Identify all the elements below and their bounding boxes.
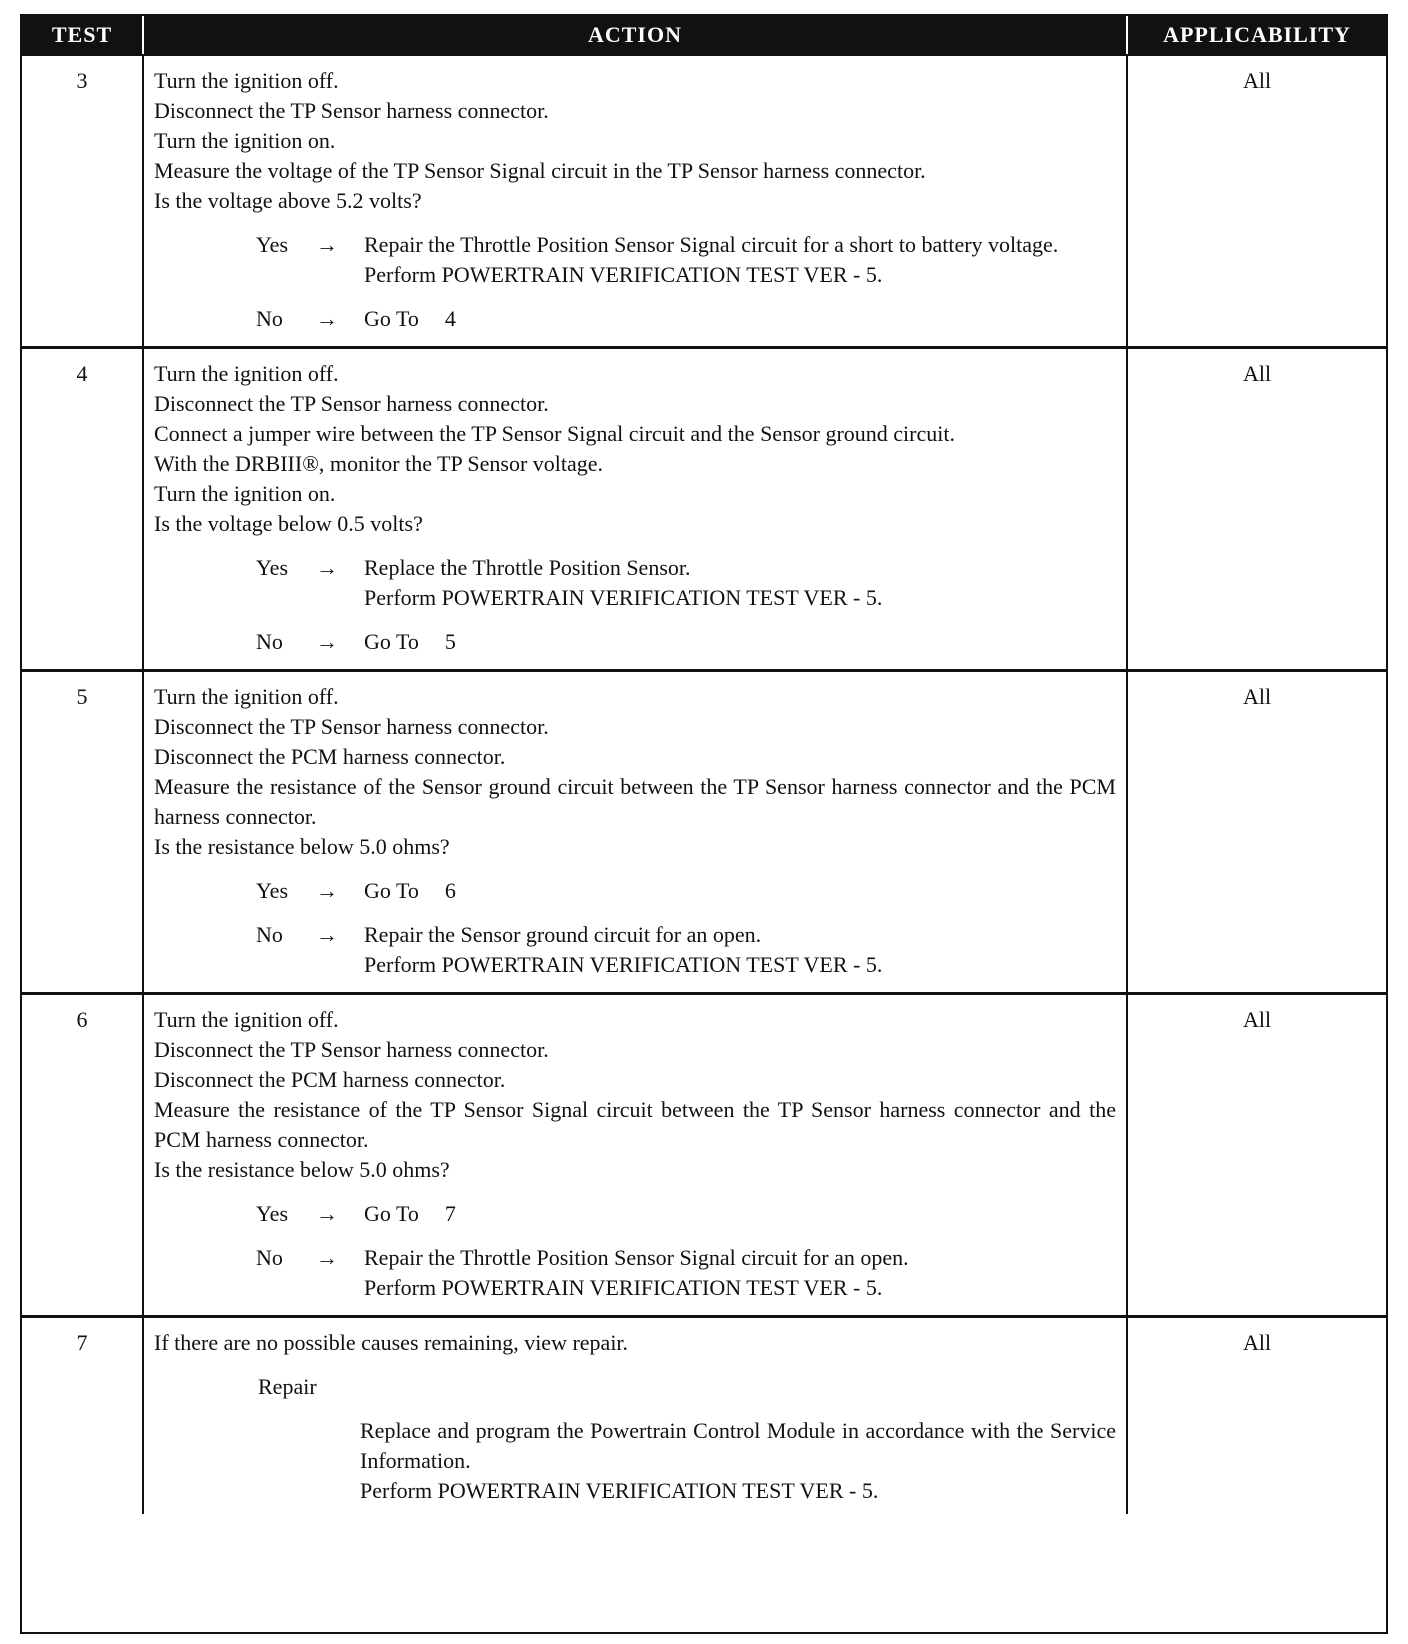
table-row: [22, 1318, 1386, 1514]
outcome-line: Replace the Throttle Position Sensor.: [364, 555, 691, 580]
test-step: Turn the ignition on.: [154, 481, 336, 506]
goto-text: Go To: [364, 306, 419, 331]
test-number: 3: [22, 56, 144, 346]
test-step: Turn the ignition off.: [154, 68, 339, 93]
test-question: Is the resistance below 5.0 ohms?: [154, 834, 450, 859]
test-step: Turn the ignition on.: [154, 128, 336, 153]
goto-number: 7: [444, 1201, 456, 1226]
applicability-value: All: [1242, 1330, 1272, 1355]
goto-number: 6: [444, 878, 456, 903]
test-question: Is the voltage above 5.2 volts?: [154, 188, 422, 213]
outcome-line: Perform POWERTRAIN VERIFICATION TEST VER - 5.: [364, 585, 883, 610]
header-action: ACTION: [144, 16, 1128, 54]
test-step: Disconnect the TP Sensor harness connector.: [154, 714, 549, 739]
test-step: Measure the resistance of the TP Sensor Signal circuit between the TP Sensor harness connector and the PCM harness connector.: [154, 1097, 1116, 1152]
test-step: Turn the ignition off.: [154, 1007, 339, 1032]
outcome-result: [364, 1199, 1116, 1229]
outcome-no: [256, 304, 1116, 334]
table-body: [22, 56, 1386, 1514]
outcome-result: [364, 553, 1116, 613]
action-cell: [144, 1318, 1128, 1514]
table-row: [22, 672, 1386, 995]
test-step: Measure the voltage of the TP Sensor Signal circuit in the TP Sensor harness connector.: [154, 158, 926, 183]
repair-text: [360, 1416, 1116, 1506]
outcome-line: Perform POWERTRAIN VERIFICATION TEST VER - 5.: [364, 262, 883, 287]
test-question: Is the voltage below 0.5 volts?: [154, 511, 423, 536]
outcome-yes: [256, 1199, 1116, 1229]
outcome-result: [364, 920, 1116, 980]
arrow-icon: →: [316, 629, 338, 654]
action-cell: [144, 995, 1128, 1315]
outcome-yes: [256, 230, 1116, 290]
outcome-line: Repair the Sensor ground circuit for an open.: [364, 922, 762, 947]
test-question: Is the resistance below 5.0 ohms?: [154, 1157, 450, 1182]
test-step: Measure the resistance of the Sensor ground circuit between the TP Sensor harness connector and the PCM harness connector.: [154, 774, 1116, 829]
table-row: [22, 995, 1386, 1318]
goto-text: Go To: [364, 629, 419, 654]
arrow-icon: →: [316, 878, 338, 903]
outcome-result: [364, 304, 1116, 334]
arrow-icon: →: [316, 306, 338, 331]
outcome-result: [364, 627, 1116, 657]
outcome-result: [364, 230, 1116, 290]
action-cell: [144, 672, 1128, 992]
test-step: Disconnect the TP Sensor harness connector.: [154, 98, 549, 123]
outcome-no: [256, 920, 1116, 980]
test-step: Disconnect the TP Sensor harness connector.: [154, 391, 549, 416]
test-number: 4: [22, 349, 144, 669]
test-step: Disconnect the PCM harness connector.: [154, 744, 506, 769]
outcome-result: [364, 1243, 1116, 1303]
outcome-yes: [256, 553, 1116, 613]
outcome-line: Perform POWERTRAIN VERIFICATION TEST VER - 5.: [364, 1275, 883, 1300]
goto-text: Go To: [364, 1201, 419, 1226]
arrow-icon: →: [316, 1201, 338, 1226]
arrow-icon: →: [316, 555, 338, 580]
action-cell: [144, 56, 1128, 346]
test-number: 7: [22, 1318, 144, 1514]
outcome-line: Repair the Throttle Position Sensor Signal circuit for a short to battery voltage.: [364, 232, 1059, 257]
applicability-value: All: [1242, 684, 1272, 709]
goto-number: 5: [444, 629, 456, 654]
test-question: If there are no possible causes remaining, view repair.: [154, 1330, 629, 1355]
repair-label: Repair: [258, 1374, 317, 1399]
arrow-icon: →: [316, 232, 338, 257]
table-row: [22, 56, 1386, 349]
test-step: Connect a jumper wire between the TP Sensor Signal circuit and the Sensor ground circuit.: [154, 421, 955, 446]
goto-number: 4: [444, 306, 456, 331]
table-row: [22, 349, 1386, 672]
test-step: Disconnect the PCM harness connector.: [154, 1067, 506, 1092]
outcome-label: No: [256, 1245, 283, 1270]
outcome-label: No: [256, 306, 283, 331]
goto-text: Go To: [364, 878, 419, 903]
arrow-icon: →: [316, 1245, 338, 1270]
outcome-label: Yes: [256, 555, 289, 580]
action-cell: [144, 349, 1128, 669]
outcome-result: [364, 876, 1116, 906]
table-header: [22, 16, 1386, 56]
applicability-value: All: [1242, 1007, 1272, 1032]
outcome-line: Perform POWERTRAIN VERIFICATION TEST VER - 5.: [364, 952, 883, 977]
outcome-no: [256, 1243, 1116, 1303]
repair-line: Replace and program the Powertrain Control Module in accordance with the Service Information.: [360, 1418, 1116, 1473]
outcome-label: Yes: [256, 878, 289, 903]
header-applicability: APPLICABILITY: [1163, 22, 1351, 47]
repair-line: Perform POWERTRAIN VERIFICATION TEST VER - 5.: [360, 1478, 879, 1503]
test-step: With the DRBIII®, monitor the TP Sensor voltage.: [154, 451, 604, 476]
applicability-value: All: [1242, 68, 1272, 93]
test-number: 6: [22, 995, 144, 1315]
diagnostic-table: [20, 14, 1388, 1634]
test-step: Turn the ignition off.: [154, 684, 339, 709]
outcome-label: No: [256, 922, 283, 947]
outcome-line: Repair the Throttle Position Sensor Signal circuit for an open.: [364, 1245, 909, 1270]
outcome-no: [256, 627, 1116, 657]
outcome-label: Yes: [256, 232, 289, 257]
applicability-value: All: [1242, 361, 1272, 386]
arrow-icon: →: [316, 922, 338, 947]
header-test: TEST: [22, 16, 144, 54]
test-number: 5: [22, 672, 144, 992]
outcome-label: Yes: [256, 1201, 289, 1226]
test-step: Turn the ignition off.: [154, 361, 339, 386]
outcome-yes: [256, 876, 1116, 906]
test-step: Disconnect the TP Sensor harness connector.: [154, 1037, 549, 1062]
outcome-label: No: [256, 629, 283, 654]
